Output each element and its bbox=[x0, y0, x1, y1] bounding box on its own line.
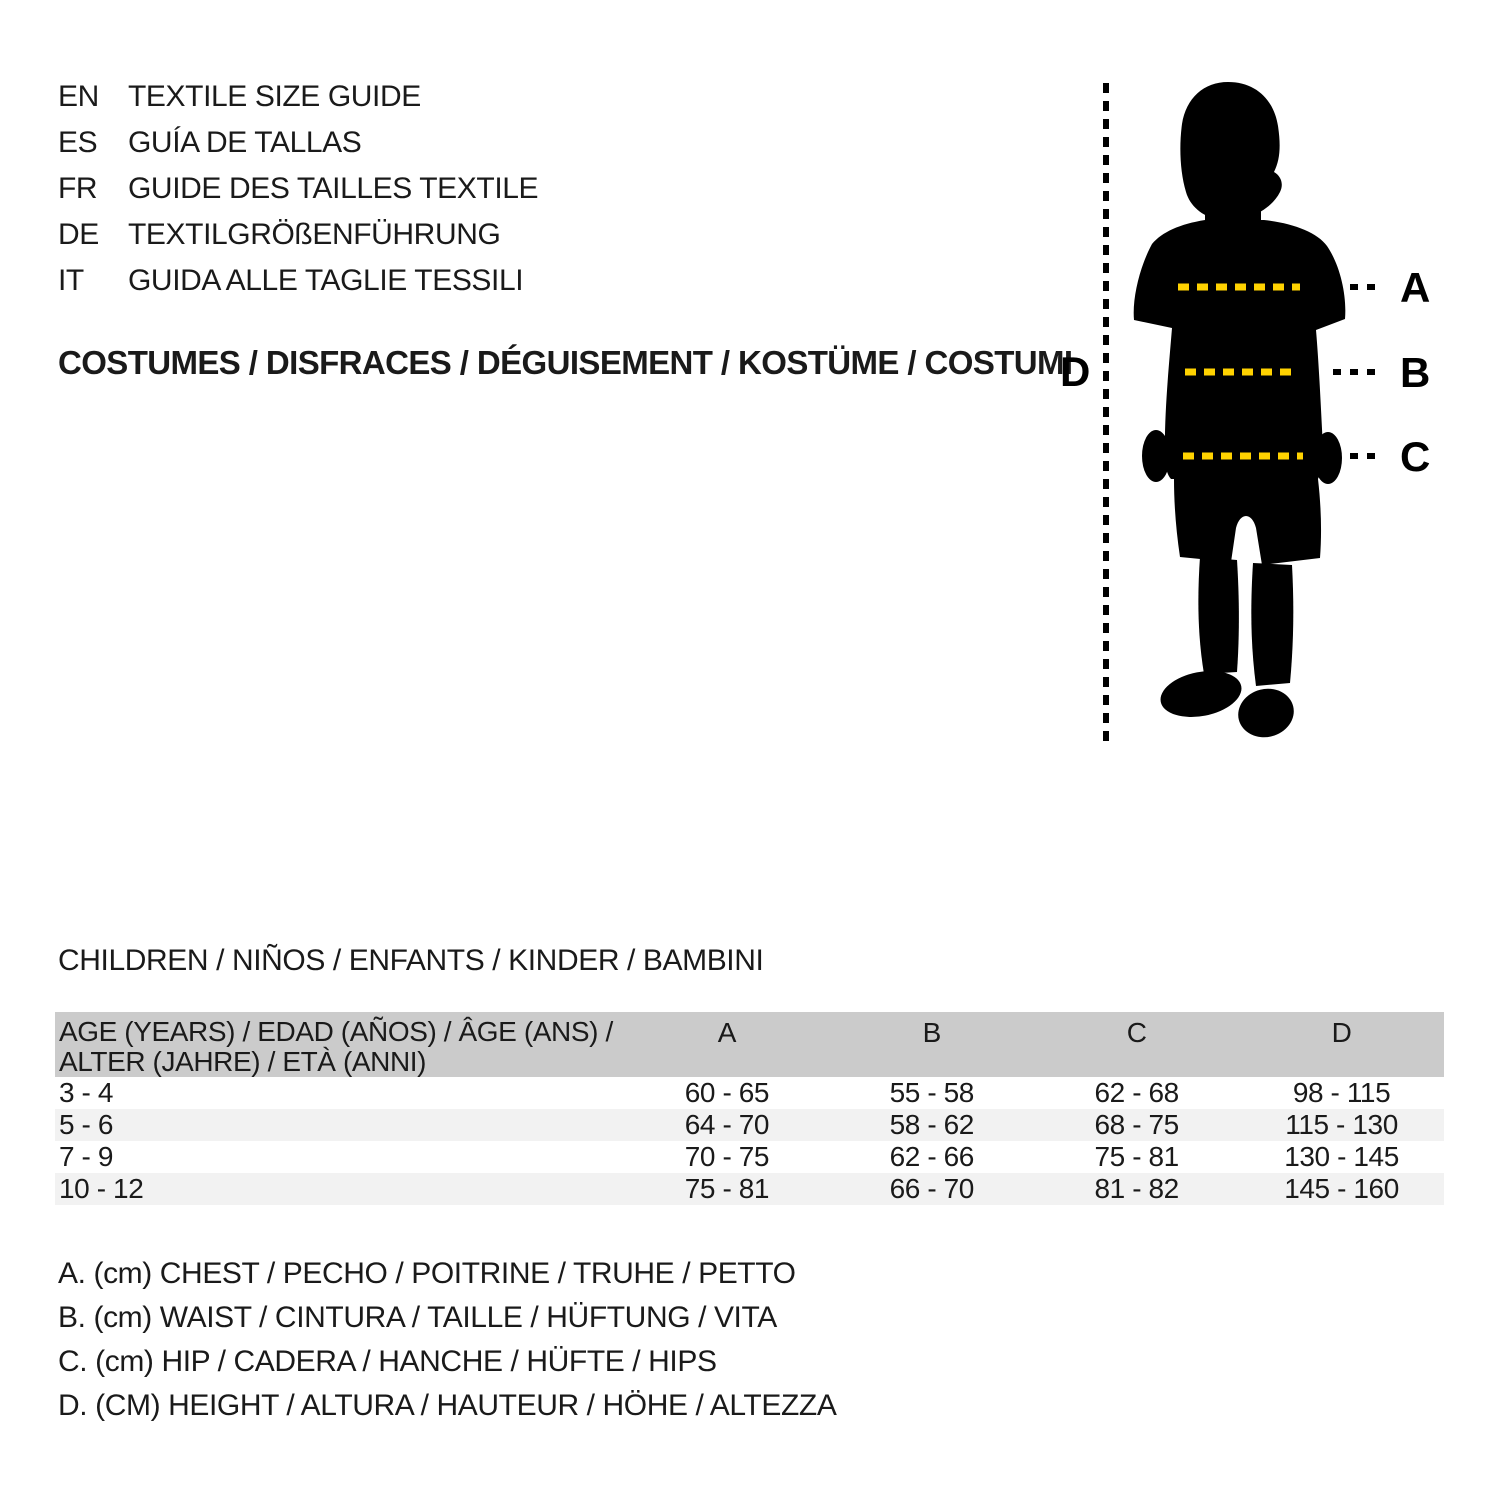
legend-item-height: D. (CM) HEIGHT / ALTURA / HAUTEUR / HÖHE / ALTEZZA bbox=[58, 1389, 837, 1422]
column-header-d: D bbox=[1331, 1017, 1352, 1048]
hip-range-cell: 68 - 75 bbox=[1094, 1109, 1179, 1140]
silhouette-right-shoe bbox=[1233, 683, 1299, 743]
waist-range-cell: 66 - 70 bbox=[889, 1173, 974, 1204]
silhouette-shorts bbox=[1171, 479, 1321, 565]
height-range-cell: 145 - 160 bbox=[1284, 1173, 1399, 1204]
chest-range-cell: 60 - 65 bbox=[684, 1077, 770, 1108]
silhouette-right-leg bbox=[1251, 563, 1293, 686]
column-header-a: A bbox=[717, 1017, 737, 1048]
hip-range-cell: 62 - 68 bbox=[1094, 1077, 1179, 1108]
age-header-cell bbox=[55, 1012, 624, 1077]
language-title: GUÍA DE TALLAS bbox=[128, 126, 362, 159]
age-cell: 3 - 4 bbox=[59, 1077, 114, 1108]
waist-range-cell: 58 - 62 bbox=[889, 1109, 974, 1140]
children-size-table bbox=[55, 1012, 1444, 1205]
language-title: TEXTILE SIZE GUIDE bbox=[128, 80, 421, 113]
language-code: EN bbox=[58, 80, 99, 113]
language-code: FR bbox=[58, 172, 98, 205]
language-row bbox=[58, 120, 538, 166]
hip-range-cell: 81 - 82 bbox=[1094, 1173, 1179, 1204]
language-title: GUIDE DES TAILLES TEXTILE bbox=[128, 172, 539, 205]
table-row bbox=[55, 1109, 1444, 1141]
waist-label: B bbox=[1400, 349, 1430, 396]
waist-range-cell: 62 - 66 bbox=[889, 1141, 974, 1172]
height-range-cell: 130 - 145 bbox=[1284, 1141, 1399, 1172]
language-title-list bbox=[58, 74, 538, 304]
hip-label: C bbox=[1400, 433, 1430, 480]
age-header-line1: AGE (YEARS) / EDAD (AÑOS) / ÂGE (ANS) / bbox=[59, 1016, 613, 1047]
table-row bbox=[55, 1173, 1444, 1205]
age-cell: 7 - 9 bbox=[59, 1141, 114, 1172]
language-row bbox=[58, 212, 538, 258]
hip-range-cell: 75 - 81 bbox=[1094, 1141, 1179, 1172]
chest-label: A bbox=[1400, 264, 1430, 311]
height-range-cell: 115 - 130 bbox=[1285, 1109, 1398, 1140]
age-header-line2: ALTER (JAHRE) / ETÀ (ANNI) bbox=[59, 1046, 427, 1077]
language-code: DE bbox=[58, 218, 99, 251]
silhouette-left-shoe bbox=[1157, 665, 1246, 724]
legend-item-chest: A. (cm) CHEST / PECHO / POITRINE / TRUHE / PETTO bbox=[58, 1257, 796, 1290]
height-label: D bbox=[1060, 348, 1090, 395]
chest-range-cell: 64 - 70 bbox=[684, 1109, 770, 1140]
measurement-legend bbox=[58, 1252, 836, 1428]
legend-item-hip: C. (cm) HIP / CADERA / HANCHE / HÜFTE / HIPS bbox=[58, 1345, 717, 1378]
age-cell: 5 - 6 bbox=[59, 1109, 114, 1140]
language-row bbox=[58, 166, 538, 212]
table-header-row bbox=[55, 1012, 1444, 1077]
table-row bbox=[55, 1141, 1444, 1173]
language-code: IT bbox=[58, 264, 84, 297]
table-row bbox=[55, 1077, 1444, 1109]
language-code: ES bbox=[58, 126, 98, 159]
language-row bbox=[58, 74, 538, 120]
category-title: COSTUMES / DISFRACES / DÉGUISEMENT / KOSTÜME / COSTUMI bbox=[58, 344, 1073, 381]
silhouette-left-leg bbox=[1198, 557, 1239, 674]
column-header-c: C bbox=[1126, 1017, 1147, 1048]
chest-range-cell: 75 - 81 bbox=[684, 1173, 770, 1204]
legend-item-waist: B. (cm) WAIST / CINTURA / TAILLE / HÜFTUNG / VITA bbox=[58, 1301, 777, 1334]
height-range-cell: 98 - 115 bbox=[1292, 1077, 1391, 1108]
section-title: CHILDREN / NIÑOS / ENFANTS / KINDER / BAMBINI bbox=[58, 944, 764, 977]
age-cell: 10 - 12 bbox=[59, 1173, 144, 1204]
child-silhouette-icon bbox=[1134, 82, 1346, 743]
chest-range-cell: 70 - 75 bbox=[684, 1141, 770, 1172]
waist-range-cell: 55 - 58 bbox=[889, 1077, 974, 1108]
column-header-b: B bbox=[922, 1017, 941, 1048]
language-title: TEXTILGRÖßENFÜHRUNG bbox=[128, 218, 501, 251]
language-title: GUIDA ALLE TAGLIE TESSILI bbox=[128, 264, 524, 297]
silhouette-left-hand bbox=[1142, 430, 1170, 482]
child-measurement-figure bbox=[1040, 60, 1460, 770]
language-row bbox=[58, 258, 538, 304]
